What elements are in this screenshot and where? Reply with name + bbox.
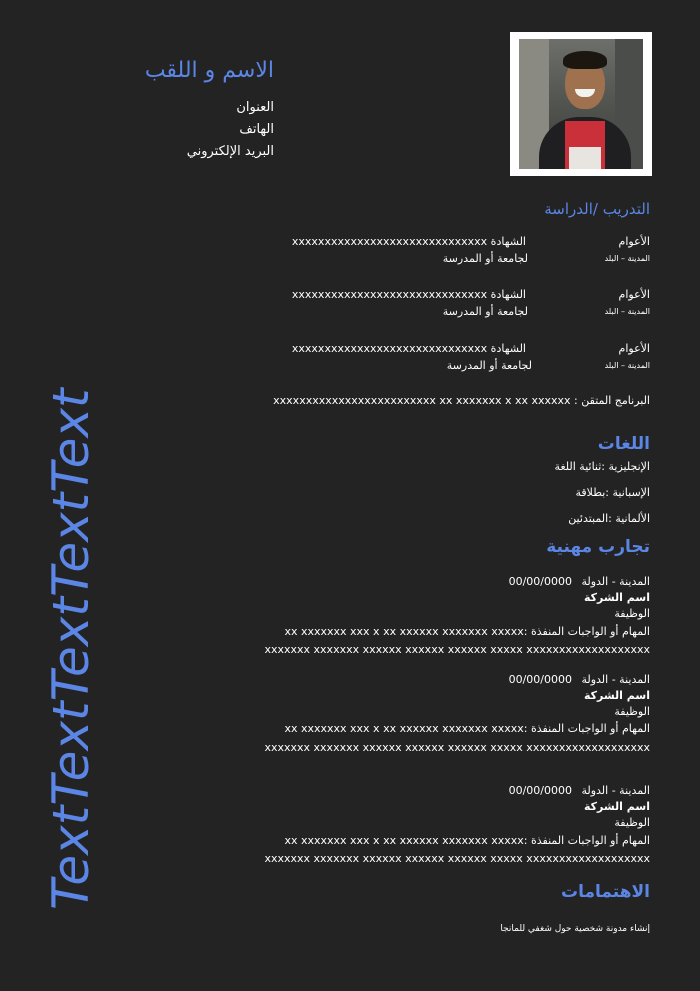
education-city: المدينة – البلد <box>604 307 650 316</box>
experience-position: الوظيفة <box>614 705 650 718</box>
experience-duties-extra: xxxxxxx xxxxxxx xxxxxx xxxxxx xxxxxx xxxxx xxxxxxxxxxxxxxxxxxx <box>264 852 650 865</box>
education-title: التدريب /الدراسة <box>544 200 650 218</box>
experience-date: 00/00/0000 <box>508 784 572 797</box>
experience-duties-extra: xxxxxxx xxxxxxx xxxxxx xxxxxx xxxxxx xxxxx xxxxxxxxxxxxxxxxxxx <box>264 643 650 656</box>
profile-photo-frame <box>510 32 652 176</box>
experience-location: المدينة - الدولة <box>581 575 650 588</box>
contact-address: العنوان <box>236 100 274 115</box>
experience-date: 00/00/0000 <box>508 673 572 686</box>
experience-location: المدينة - الدولة <box>581 784 650 797</box>
profile-photo <box>519 39 643 169</box>
experience-company: اسم الشركة <box>583 591 650 604</box>
education-school: لجامعة أو المدرسة <box>446 359 532 372</box>
education-years: الأعوام <box>618 288 650 301</box>
experience-position: الوظيفة <box>614 816 650 829</box>
experience-date: 00/00/0000 <box>508 575 572 588</box>
software-skill: البرنامج المتقن : xxxxxxxxxxxxxxxxxxxxxxxxx xx xxxxxxx x xx xxxxxx <box>273 394 650 407</box>
education-city: المدينة – البلد <box>604 361 650 370</box>
vertical-decorative-text: TextTextTextTextText <box>42 388 100 910</box>
experience-duties: المهام أو الواجبات المنفذة :xx xxxxxxx xxx x xx xxxxxx xxxxxxx xxxxx <box>284 834 650 847</box>
education-degree: الشهادة xxxxxxxxxxxxxxxxxxxxxxxxxxxxxx <box>291 342 526 355</box>
education-school: لجامعة أو المدرسة <box>442 305 528 318</box>
education-city: المدينة – البلد <box>604 254 650 263</box>
education-degree: الشهادة xxxxxxxxxxxxxxxxxxxxxxxxxxxxxx <box>291 288 526 301</box>
experience-position: الوظيفة <box>614 607 650 620</box>
interests-title: الاهتمامات <box>561 882 650 902</box>
languages-title: اللغات <box>597 434 650 454</box>
language-item: الألمانية :المبتدئين <box>568 512 650 525</box>
experience-title: تجارب مهنية <box>546 537 650 557</box>
education-school: لجامعة أو المدرسة <box>442 252 528 265</box>
education-degree: الشهادة xxxxxxxxxxxxxxxxxxxxxxxxxxxxxx <box>291 235 526 248</box>
experience-location: المدينة - الدولة <box>581 673 650 686</box>
contact-phone: الهاتف <box>239 122 274 137</box>
language-item: الإنجليزية :ثنائية اللغة <box>554 460 650 473</box>
contact-email: البريد الإلكتروني <box>186 144 274 159</box>
experience-duties-extra: xxxxxxx xxxxxxx xxxxxx xxxxxx xxxxxx xxxxx xxxxxxxxxxxxxxxxxxx <box>264 741 650 754</box>
resume-name: الاسم و اللقب <box>144 58 274 83</box>
language-item: الإسبانية :بطلاقة <box>575 486 650 499</box>
experience-company: اسم الشركة <box>583 800 650 813</box>
education-years: الأعوام <box>618 342 650 355</box>
experience-company: اسم الشركة <box>583 689 650 702</box>
experience-duties: المهام أو الواجبات المنفذة :xx xxxxxxx xxx x xx xxxxxx xxxxxxx xxxxx <box>284 722 650 735</box>
education-years: الأعوام <box>618 235 650 248</box>
experience-duties: المهام أو الواجبات المنفذة :xx xxxxxxx xxx x xx xxxxxx xxxxxxx xxxxx <box>284 625 650 638</box>
interests-text: إنشاء مدونة شخصية حول شغفي للمانجا <box>500 924 650 934</box>
